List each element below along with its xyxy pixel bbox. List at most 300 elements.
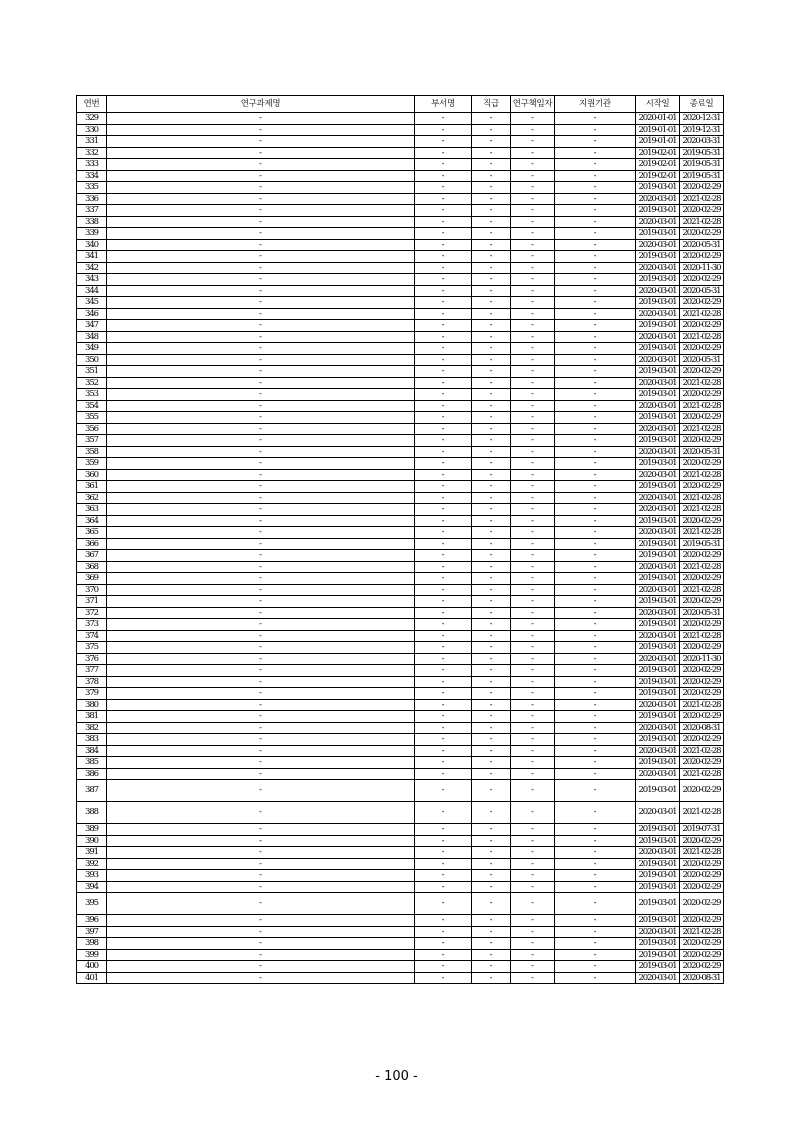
cell-funding-agency: - <box>555 607 636 619</box>
table-row <box>77 847 724 859</box>
cell-principal-investigator: - <box>511 665 555 677</box>
cell-no: 368 <box>77 561 107 573</box>
table-body <box>77 113 724 984</box>
cell-start-date: 2020-03-01 <box>636 492 680 504</box>
table-row <box>77 170 724 182</box>
cell-start-date: 2019-03-01 <box>636 343 680 355</box>
cell-end-date: 2020-02-29 <box>680 573 724 585</box>
cell-project-title: - <box>107 972 415 984</box>
cell-project-title: - <box>107 320 415 332</box>
cell-project-title: - <box>107 835 415 847</box>
cell-start-date: 2019-03-01 <box>636 251 680 263</box>
cell-principal-investigator: - <box>511 780 555 802</box>
cell-start-date: 2020-03-01 <box>636 745 680 757</box>
table-row <box>77 377 724 389</box>
cell-project-title: - <box>107 893 415 915</box>
cell-end-date: 2020-02-29 <box>680 228 724 240</box>
cell-funding-agency: - <box>555 159 636 171</box>
cell-principal-investigator: - <box>511 870 555 882</box>
cell-funding-agency: - <box>555 676 636 688</box>
cell-department: - <box>415 584 472 596</box>
cell-department: - <box>415 802 472 824</box>
cell-start-date: 2019-03-01 <box>636 961 680 973</box>
cell-end-date: 2020-02-29 <box>680 619 724 631</box>
cell-start-date: 2019-03-01 <box>636 711 680 723</box>
cell-project-title: - <box>107 607 415 619</box>
cell-no: 336 <box>77 193 107 205</box>
header-no: 연번 <box>77 96 107 113</box>
cell-start-date: 2020-03-01 <box>636 216 680 228</box>
cell-project-title: - <box>107 757 415 769</box>
cell-department: - <box>415 320 472 332</box>
cell-no: 348 <box>77 331 107 343</box>
cell-funding-agency: - <box>555 136 636 148</box>
cell-no: 355 <box>77 412 107 424</box>
cell-no: 371 <box>77 596 107 608</box>
cell-position: - <box>472 550 511 562</box>
cell-project-title: - <box>107 665 415 677</box>
cell-no: 369 <box>77 573 107 585</box>
cell-funding-agency: - <box>555 665 636 677</box>
cell-department: - <box>415 435 472 447</box>
cell-start-date: 2020-03-01 <box>636 193 680 205</box>
cell-project-title: - <box>107 550 415 562</box>
cell-no: 366 <box>77 538 107 550</box>
cell-funding-agency: - <box>555 515 636 527</box>
cell-project-title: - <box>107 527 415 539</box>
cell-end-date: 2020-02-29 <box>680 938 724 950</box>
cell-principal-investigator: - <box>511 182 555 194</box>
cell-end-date: 2020-05-31 <box>680 285 724 297</box>
table-row <box>77 147 724 159</box>
cell-position: - <box>472 446 511 458</box>
cell-principal-investigator: - <box>511 734 555 746</box>
cell-department: - <box>415 159 472 171</box>
cell-start-date: 2019-02-01 <box>636 147 680 159</box>
cell-end-date: 2021-02-28 <box>680 331 724 343</box>
cell-principal-investigator: - <box>511 938 555 950</box>
cell-no: 385 <box>77 757 107 769</box>
cell-no: 373 <box>77 619 107 631</box>
cell-start-date: 2020-03-01 <box>636 653 680 665</box>
cell-department: - <box>415 193 472 205</box>
cell-department: - <box>415 757 472 769</box>
cell-position: - <box>472 561 511 573</box>
cell-department: - <box>415 343 472 355</box>
table-row <box>77 274 724 286</box>
cell-position: - <box>472 757 511 769</box>
cell-funding-agency: - <box>555 308 636 320</box>
cell-position: - <box>472 308 511 320</box>
table-row <box>77 722 724 734</box>
cell-position: - <box>472 642 511 654</box>
table-row <box>77 412 724 424</box>
table-row <box>77 216 724 228</box>
cell-position: - <box>472 699 511 711</box>
cell-principal-investigator: - <box>511 915 555 927</box>
table-row <box>77 205 724 217</box>
cell-funding-agency: - <box>555 205 636 217</box>
cell-position: - <box>472 331 511 343</box>
cell-principal-investigator: - <box>511 469 555 481</box>
cell-principal-investigator: - <box>511 573 555 585</box>
cell-no: 349 <box>77 343 107 355</box>
cell-end-date: 2020-02-29 <box>680 915 724 927</box>
cell-funding-agency: - <box>555 343 636 355</box>
cell-funding-agency: - <box>555 938 636 950</box>
cell-no: 331 <box>77 136 107 148</box>
cell-department: - <box>415 251 472 263</box>
table-row <box>77 768 724 780</box>
cell-principal-investigator: - <box>511 847 555 859</box>
cell-funding-agency: - <box>555 619 636 631</box>
header-principal-investigator: 연구책임자 <box>511 96 555 113</box>
cell-department: - <box>415 481 472 493</box>
cell-end-date: 2020-11-30 <box>680 653 724 665</box>
cell-end-date: 2020-02-29 <box>680 858 724 870</box>
cell-no: 340 <box>77 239 107 251</box>
table-row <box>77 938 724 950</box>
cell-project-title: - <box>107 274 415 286</box>
cell-position: - <box>472 412 511 424</box>
cell-end-date: 2020-02-29 <box>680 550 724 562</box>
cell-principal-investigator: - <box>511 354 555 366</box>
cell-project-title: - <box>107 711 415 723</box>
cell-funding-agency: - <box>555 561 636 573</box>
cell-end-date: 2020-02-29 <box>680 297 724 309</box>
cell-position: - <box>472 469 511 481</box>
cell-department: - <box>415 170 472 182</box>
cell-end-date: 2020-02-29 <box>680 412 724 424</box>
cell-position: - <box>472 113 511 125</box>
cell-principal-investigator: - <box>511 159 555 171</box>
cell-project-title: - <box>107 722 415 734</box>
cell-position: - <box>472 584 511 596</box>
header-position: 직급 <box>472 96 511 113</box>
cell-position: - <box>472 881 511 893</box>
cell-funding-agency: - <box>555 504 636 516</box>
table-row <box>77 527 724 539</box>
cell-funding-agency: - <box>555 768 636 780</box>
cell-funding-agency: - <box>555 711 636 723</box>
cell-principal-investigator: - <box>511 239 555 251</box>
cell-start-date: 2019-01-01 <box>636 136 680 148</box>
cell-start-date: 2019-03-01 <box>636 949 680 961</box>
table-row <box>77 893 724 915</box>
cell-department: - <box>415 147 472 159</box>
cell-no: 397 <box>77 926 107 938</box>
cell-project-title: - <box>107 343 415 355</box>
table-row <box>77 228 724 240</box>
cell-start-date: 2020-03-01 <box>636 308 680 320</box>
cell-no: 352 <box>77 377 107 389</box>
table-row <box>77 446 724 458</box>
cell-project-title: - <box>107 847 415 859</box>
cell-end-date: 2020-02-29 <box>680 780 724 802</box>
cell-start-date: 2020-03-01 <box>636 847 680 859</box>
cell-start-date: 2020-03-01 <box>636 972 680 984</box>
cell-no: 389 <box>77 824 107 836</box>
cell-position: - <box>472 320 511 332</box>
cell-funding-agency: - <box>555 458 636 470</box>
cell-funding-agency: - <box>555 193 636 205</box>
cell-no: 347 <box>77 320 107 332</box>
cell-start-date: 2020-03-01 <box>636 630 680 642</box>
cell-principal-investigator: - <box>511 400 555 412</box>
cell-position: - <box>472 435 511 447</box>
cell-no: 398 <box>77 938 107 950</box>
table-row <box>77 949 724 961</box>
cell-end-date: 2020-02-29 <box>680 893 724 915</box>
cell-principal-investigator: - <box>511 584 555 596</box>
cell-position: - <box>472 653 511 665</box>
cell-funding-agency: - <box>555 262 636 274</box>
cell-position: - <box>472 630 511 642</box>
cell-no: 361 <box>77 481 107 493</box>
cell-project-title: - <box>107 881 415 893</box>
cell-start-date: 2020-03-01 <box>636 926 680 938</box>
table-row <box>77 780 724 802</box>
table-row <box>77 193 724 205</box>
cell-funding-agency: - <box>555 400 636 412</box>
cell-end-date: 2021-02-28 <box>680 561 724 573</box>
cell-no: 395 <box>77 893 107 915</box>
cell-department: - <box>415 938 472 950</box>
table-row <box>77 607 724 619</box>
cell-principal-investigator: - <box>511 205 555 217</box>
cell-department: - <box>415 630 472 642</box>
cell-project-title: - <box>107 423 415 435</box>
cell-funding-agency: - <box>555 113 636 125</box>
header-start-date: 시작일 <box>636 96 680 113</box>
cell-position: - <box>472 492 511 504</box>
cell-no: 383 <box>77 734 107 746</box>
cell-no: 365 <box>77 527 107 539</box>
cell-no: 393 <box>77 870 107 882</box>
cell-project-title: - <box>107 676 415 688</box>
cell-start-date: 2019-03-01 <box>636 274 680 286</box>
cell-principal-investigator: - <box>511 745 555 757</box>
cell-principal-investigator: - <box>511 377 555 389</box>
table-row <box>77 870 724 882</box>
cell-position: - <box>472 665 511 677</box>
cell-principal-investigator: - <box>511 412 555 424</box>
cell-principal-investigator: - <box>511 607 555 619</box>
cell-start-date: 2020-03-01 <box>636 239 680 251</box>
cell-department: - <box>415 881 472 893</box>
cell-position: - <box>472 170 511 182</box>
cell-principal-investigator: - <box>511 285 555 297</box>
cell-position: - <box>472 274 511 286</box>
cell-funding-agency: - <box>555 630 636 642</box>
cell-department: - <box>415 113 472 125</box>
cell-no: 367 <box>77 550 107 562</box>
cell-funding-agency: - <box>555 274 636 286</box>
table-row <box>77 297 724 309</box>
table-row <box>77 285 724 297</box>
cell-no: 390 <box>77 835 107 847</box>
cell-position: - <box>472 182 511 194</box>
cell-funding-agency: - <box>555 972 636 984</box>
table-row <box>77 366 724 378</box>
table-row <box>77 320 724 332</box>
cell-principal-investigator: - <box>511 653 555 665</box>
cell-department: - <box>415 469 472 481</box>
cell-department: - <box>415 780 472 802</box>
cell-start-date: 2019-03-01 <box>636 688 680 700</box>
cell-no: 358 <box>77 446 107 458</box>
cell-no: 333 <box>77 159 107 171</box>
cell-start-date: 2019-03-01 <box>636 881 680 893</box>
cell-department: - <box>415 285 472 297</box>
cell-end-date: 2020-02-29 <box>680 711 724 723</box>
cell-principal-investigator: - <box>511 423 555 435</box>
cell-funding-agency: - <box>555 745 636 757</box>
cell-end-date: 2021-02-28 <box>680 847 724 859</box>
cell-principal-investigator: - <box>511 492 555 504</box>
cell-department: - <box>415 446 472 458</box>
cell-department: - <box>415 377 472 389</box>
table-row <box>77 492 724 504</box>
cell-principal-investigator: - <box>511 147 555 159</box>
cell-project-title: - <box>107 961 415 973</box>
cell-department: - <box>415 573 472 585</box>
cell-principal-investigator: - <box>511 561 555 573</box>
table-row <box>77 573 724 585</box>
cell-department: - <box>415 274 472 286</box>
cell-project-title: - <box>107 205 415 217</box>
cell-project-title: - <box>107 688 415 700</box>
table-row <box>77 630 724 642</box>
cell-end-date: 2021-02-28 <box>680 504 724 516</box>
cell-principal-investigator: - <box>511 262 555 274</box>
cell-end-date: 2019-07-31 <box>680 824 724 836</box>
cell-position: - <box>472 938 511 950</box>
cell-department: - <box>415 870 472 882</box>
cell-department: - <box>415 949 472 961</box>
cell-start-date: 2020-03-01 <box>636 504 680 516</box>
cell-department: - <box>415 768 472 780</box>
cell-department: - <box>415 847 472 859</box>
cell-principal-investigator: - <box>511 435 555 447</box>
cell-no: 343 <box>77 274 107 286</box>
header-project-title: 연구과제명 <box>107 96 415 113</box>
cell-project-title: - <box>107 699 415 711</box>
cell-funding-agency: - <box>555 642 636 654</box>
cell-department: - <box>415 722 472 734</box>
cell-principal-investigator: - <box>511 308 555 320</box>
cell-principal-investigator: - <box>511 481 555 493</box>
cell-department: - <box>415 824 472 836</box>
cell-position: - <box>472 136 511 148</box>
table-row <box>77 961 724 973</box>
cell-end-date: 2020-02-29 <box>680 676 724 688</box>
cell-department: - <box>415 331 472 343</box>
cell-funding-agency: - <box>555 881 636 893</box>
cell-funding-agency: - <box>555 216 636 228</box>
table-row <box>77 389 724 401</box>
cell-position: - <box>472 768 511 780</box>
cell-principal-investigator: - <box>511 722 555 734</box>
cell-principal-investigator: - <box>511 193 555 205</box>
cell-end-date: 2020-02-29 <box>680 274 724 286</box>
cell-end-date: 2020-05-31 <box>680 446 724 458</box>
cell-start-date: 2019-03-01 <box>636 824 680 836</box>
cell-project-title: - <box>107 926 415 938</box>
table-row <box>77 802 724 824</box>
cell-start-date: 2019-03-01 <box>636 182 680 194</box>
cell-department: - <box>415 688 472 700</box>
cell-start-date: 2020-03-01 <box>636 354 680 366</box>
cell-principal-investigator: - <box>511 331 555 343</box>
cell-project-title: - <box>107 938 415 950</box>
cell-project-title: - <box>107 642 415 654</box>
cell-no: 362 <box>77 492 107 504</box>
cell-project-title: - <box>107 596 415 608</box>
cell-no: 399 <box>77 949 107 961</box>
table-row <box>77 251 724 263</box>
cell-position: - <box>472 607 511 619</box>
cell-funding-agency: - <box>555 949 636 961</box>
table-row <box>77 972 724 984</box>
cell-start-date: 2020-03-01 <box>636 423 680 435</box>
table-row <box>77 515 724 527</box>
cell-end-date: 2020-02-29 <box>680 458 724 470</box>
cell-funding-agency: - <box>555 961 636 973</box>
table-row <box>77 354 724 366</box>
cell-department: - <box>415 412 472 424</box>
cell-department: - <box>415 458 472 470</box>
cell-start-date: 2020-03-01 <box>636 607 680 619</box>
cell-position: - <box>472 745 511 757</box>
cell-start-date: 2019-03-01 <box>636 596 680 608</box>
cell-funding-agency: - <box>555 446 636 458</box>
cell-position: - <box>472 915 511 927</box>
cell-position: - <box>472 573 511 585</box>
cell-start-date: 2020-03-01 <box>636 400 680 412</box>
cell-project-title: - <box>107 124 415 136</box>
cell-project-title: - <box>107 915 415 927</box>
cell-position: - <box>472 676 511 688</box>
cell-no: 364 <box>77 515 107 527</box>
cell-department: - <box>415 961 472 973</box>
cell-start-date: 2019-03-01 <box>636 228 680 240</box>
cell-project-title: - <box>107 573 415 585</box>
table-row <box>77 835 724 847</box>
cell-position: - <box>472 147 511 159</box>
cell-start-date: 2020-03-01 <box>636 377 680 389</box>
cell-project-title: - <box>107 734 415 746</box>
cell-position: - <box>472 354 511 366</box>
cell-no: 386 <box>77 768 107 780</box>
cell-start-date: 2020-03-01 <box>636 446 680 458</box>
cell-principal-investigator: - <box>511 881 555 893</box>
cell-funding-agency: - <box>555 354 636 366</box>
cell-funding-agency: - <box>555 757 636 769</box>
cell-department: - <box>415 262 472 274</box>
cell-no: 372 <box>77 607 107 619</box>
cell-start-date: 2019-03-01 <box>636 573 680 585</box>
cell-funding-agency: - <box>555 297 636 309</box>
cell-start-date: 2020-03-01 <box>636 722 680 734</box>
cell-position: - <box>472 515 511 527</box>
cell-start-date: 2019-03-01 <box>636 412 680 424</box>
cell-project-title: - <box>107 630 415 642</box>
cell-end-date: 2020-02-29 <box>680 665 724 677</box>
cell-end-date: 2021-02-28 <box>680 630 724 642</box>
cell-no: 357 <box>77 435 107 447</box>
cell-end-date: 2020-02-29 <box>680 481 724 493</box>
